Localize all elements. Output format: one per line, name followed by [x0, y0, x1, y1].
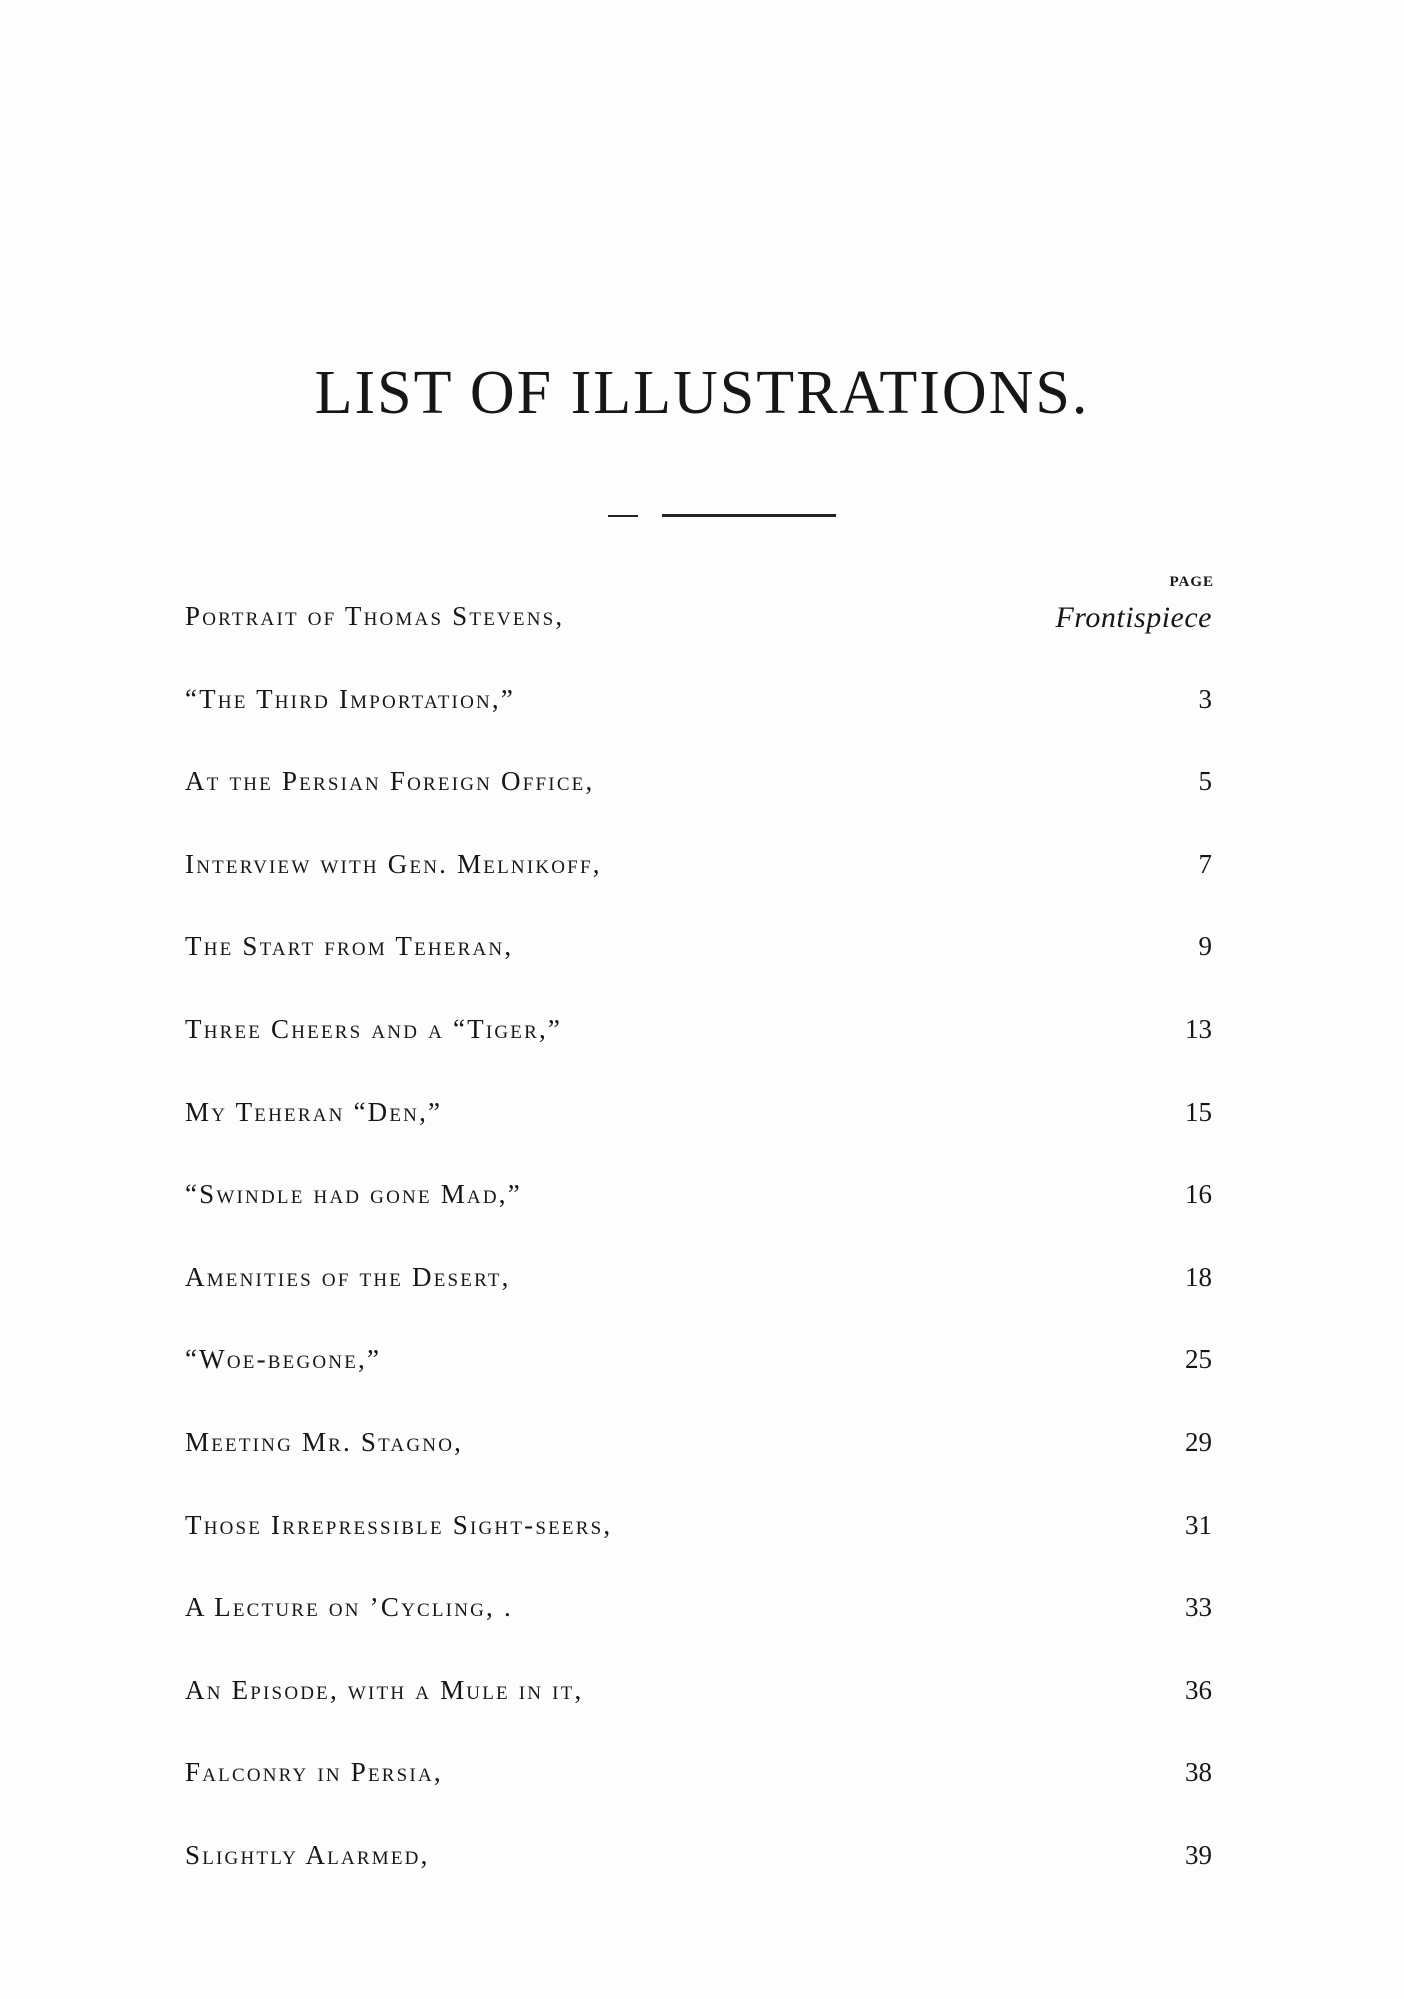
list-item [185, 931, 1214, 1014]
page-number: 7 [1198, 848, 1212, 879]
illustration-caption: A Lecture on ’Cycling, . [185, 1592, 513, 1623]
illustration-caption: “Swindle had gone Mad,” [185, 1179, 522, 1210]
illustration-caption: Three Cheers and a “Tiger,” [185, 1013, 563, 1044]
page-number: 5 [1198, 766, 1212, 797]
list-item [185, 1014, 1214, 1097]
illustration-caption: Those Irrepressible Sight-seers, [185, 1509, 613, 1540]
page-column-heading: PAGE [1169, 574, 1214, 590]
page-number: 3 [1198, 683, 1212, 714]
page-number: 36 [1185, 1674, 1212, 1705]
illustration-caption: My Teheran “Den,” [185, 1096, 443, 1127]
page-number: Frontispiece [1055, 601, 1212, 634]
list-item [185, 1344, 1214, 1427]
page-number: 31 [1185, 1509, 1212, 1540]
page-number: 15 [1185, 1096, 1212, 1127]
list-item [185, 1262, 1214, 1345]
list-item [185, 684, 1214, 767]
list-item [185, 1675, 1214, 1758]
page-number: 13 [1185, 1013, 1212, 1044]
illustration-caption: An Episode, with a Mule in it, [185, 1674, 584, 1705]
page-number: 9 [1198, 931, 1212, 962]
list-item [185, 1179, 1214, 1262]
page-number: 25 [1185, 1344, 1212, 1375]
page-number: 18 [1185, 1261, 1212, 1292]
list-item [185, 601, 1214, 684]
list-item [185, 1592, 1214, 1675]
illustration-caption: Meeting Mr. Stagno, [185, 1426, 464, 1457]
page-number: 39 [1185, 1839, 1212, 1870]
illustration-caption: At the Persian Foreign Office, [185, 766, 595, 797]
ornamental-rule-short [608, 515, 638, 517]
list-item [185, 849, 1214, 932]
list-item [185, 1757, 1214, 1840]
illustration-caption: “The Third Importation,” [185, 683, 516, 714]
illustration-caption: Amenities of the Desert, [185, 1261, 511, 1292]
illustration-list [185, 601, 1214, 1923]
list-item [185, 1510, 1214, 1593]
page-number: 29 [1185, 1426, 1212, 1457]
list-item [185, 1840, 1214, 1923]
illustration-caption: The Start from Teheran, [185, 931, 514, 962]
list-item [185, 1427, 1214, 1510]
illustration-caption: Falconry in Persia, [185, 1757, 443, 1788]
page-title: LIST OF ILLUSTRATIONS. [314, 359, 1090, 427]
ornamental-rule-long [662, 514, 836, 517]
list-item [185, 1097, 1214, 1180]
page-number: 16 [1185, 1179, 1212, 1210]
illustration-caption: “Woe-begone,” [185, 1344, 382, 1375]
illustration-caption: Portrait of Thomas Stevens, [185, 601, 565, 631]
illustration-caption: Slightly Alarmed, [185, 1839, 430, 1870]
page-number: 38 [1185, 1757, 1212, 1788]
page-number: 33 [1185, 1592, 1212, 1623]
illustration-caption: Interview with Gen. Melnikoff, [185, 848, 602, 879]
list-item [185, 766, 1214, 849]
